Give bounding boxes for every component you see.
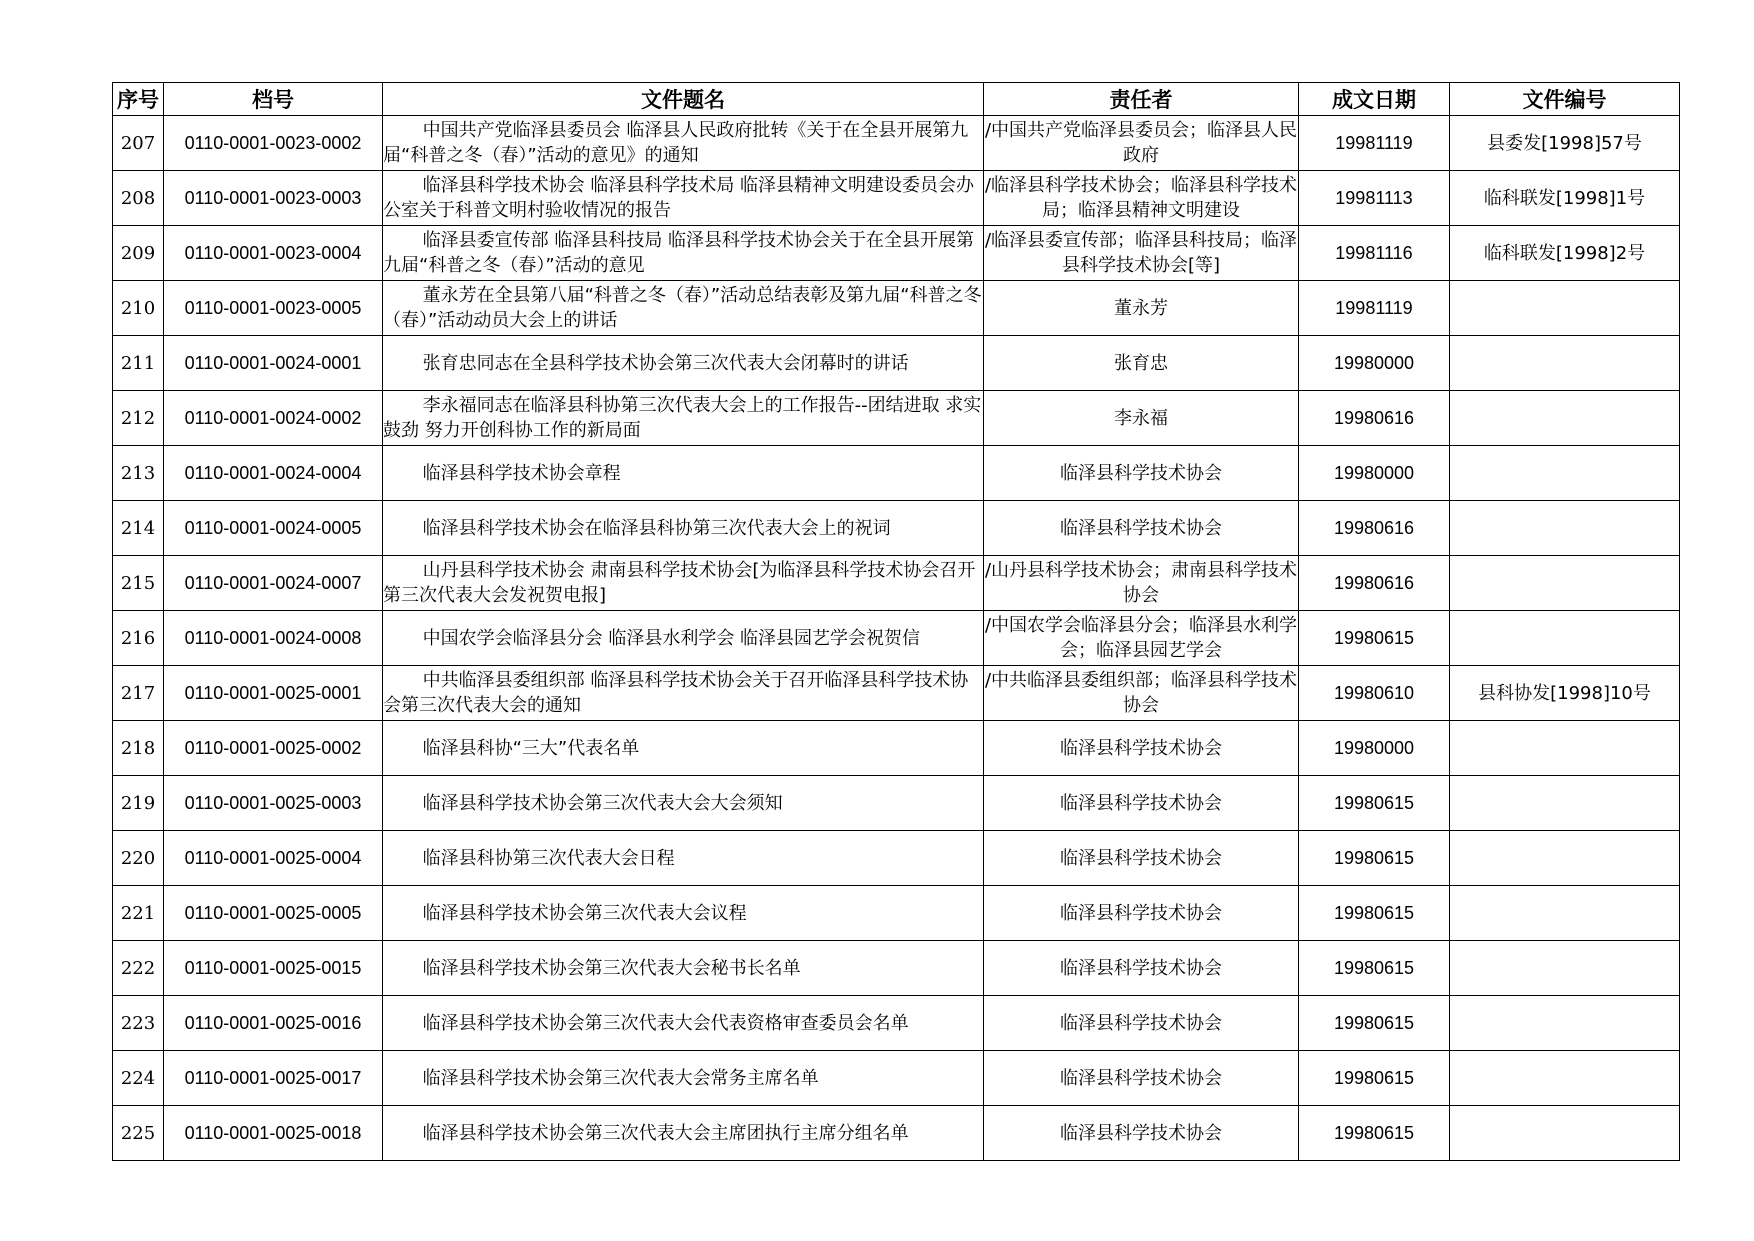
cell-responsible: /中国共产党临泽县委员会；临泽县人民政府 bbox=[984, 120, 1298, 166]
cell-responsible: /临泽县委宣传部；临泽县科技局；临泽县科学技术协会[等] bbox=[984, 230, 1298, 276]
cell-doc-no bbox=[1450, 941, 1680, 996]
cell-responsible: 临泽县科学技术协会 bbox=[1060, 847, 1222, 869]
cell-date: 19981119 bbox=[1299, 116, 1450, 171]
cell-date: 19980000 bbox=[1299, 721, 1450, 776]
cell-archive-no: 0110-0001-0023-0003 bbox=[164, 171, 383, 226]
cell-responsible: 临泽县科学技术协会 bbox=[1060, 1012, 1222, 1034]
cell-date: 19980615 bbox=[1299, 831, 1450, 886]
cell-responsible: 临泽县科学技术协会 bbox=[1060, 1067, 1222, 1089]
cell-date: 19980615 bbox=[1299, 611, 1450, 666]
cell-responsible: 张育忠 bbox=[1114, 352, 1168, 374]
cell-doc-no bbox=[1450, 721, 1680, 776]
header-row bbox=[113, 83, 1680, 116]
cell-responsible: /中国农学会临泽县分会；临泽县水利学会；临泽县园艺学会 bbox=[984, 615, 1298, 661]
cell-title: 临泽县科协“三大”代表名单 bbox=[422, 737, 640, 759]
cell-doc-no: 临科联发[1998]2号 bbox=[1450, 226, 1680, 281]
cell-seq: 211 bbox=[113, 336, 164, 391]
cell-date: 19980000 bbox=[1299, 446, 1450, 501]
cell-seq: 212 bbox=[113, 391, 164, 446]
table-row bbox=[113, 776, 1680, 831]
cell-responsible: 董永芳 bbox=[1114, 297, 1168, 319]
cell-title: 临泽县科学技术协会第三次代表大会大会须知 bbox=[422, 792, 783, 814]
table-row bbox=[113, 1051, 1680, 1106]
table-row bbox=[113, 721, 1680, 776]
cell-doc-no: 临科联发[1998]1号 bbox=[1450, 171, 1680, 226]
cell-archive-no: 0110-0001-0024-0005 bbox=[164, 501, 383, 556]
cell-date: 19980610 bbox=[1299, 666, 1450, 721]
cell-seq: 222 bbox=[113, 941, 164, 996]
cell-title: 临泽县科协第三次代表大会日程 bbox=[422, 847, 675, 869]
table-row bbox=[113, 996, 1680, 1051]
table-row bbox=[113, 281, 1680, 336]
cell-title: 临泽县科学技术协会第三次代表大会秘书长名单 bbox=[422, 957, 801, 979]
table-row bbox=[113, 171, 1680, 226]
cell-title: 临泽县科学技术协会第三次代表大会常务主席名单 bbox=[422, 1067, 819, 1089]
cell-title: 董永芳在全县第八届“科普之冬（春）”活动总结表彰及第九届“科普之冬（春）”活动动员大会上的讲话 bbox=[383, 285, 982, 331]
cell-responsible: /临泽县科学技术协会；临泽县科学技术局；临泽县精神文明建设 bbox=[984, 175, 1298, 221]
cell-date: 19981116 bbox=[1299, 226, 1450, 281]
cell-archive-no: 0110-0001-0023-0004 bbox=[164, 226, 383, 281]
cell-title: 中国共产党临泽县委员会 临泽县人民政府批转《关于在全县开展第九届“科普之冬（春）”活动的意见》的通知 bbox=[383, 120, 969, 166]
cell-date: 19981119 bbox=[1299, 281, 1450, 336]
cell-archive-no: 0110-0001-0025-0004 bbox=[164, 831, 383, 886]
table-row bbox=[113, 556, 1680, 611]
cell-archive-no: 0110-0001-0025-0015 bbox=[164, 941, 383, 996]
table-row bbox=[113, 446, 1680, 501]
cell-title: 临泽县科学技术协会第三次代表大会议程 bbox=[422, 902, 747, 924]
cell-title: 张育忠同志在全县科学技术协会第三次代表大会闭幕时的讲话 bbox=[422, 352, 909, 374]
cell-title: 李永福同志在临泽县科协第三次代表大会上的工作报告--团结进取 求实鼓劲 努力开创科协工作的新局面 bbox=[383, 395, 982, 441]
col-header-responsible: 责任者 bbox=[984, 83, 1299, 116]
cell-date: 19980000 bbox=[1299, 336, 1450, 391]
cell-archive-no: 0110-0001-0023-0002 bbox=[164, 116, 383, 171]
cell-responsible: 李永福 bbox=[1114, 407, 1168, 429]
cell-seq: 209 bbox=[113, 226, 164, 281]
cell-seq: 221 bbox=[113, 886, 164, 941]
table-row bbox=[113, 666, 1680, 721]
cell-responsible: 临泽县科学技术协会 bbox=[1060, 792, 1222, 814]
cell-date: 19980615 bbox=[1299, 1051, 1450, 1106]
cell-archive-no: 0110-0001-0024-0002 bbox=[164, 391, 383, 446]
table-row bbox=[113, 336, 1680, 391]
cell-seq: 214 bbox=[113, 501, 164, 556]
table-row bbox=[113, 611, 1680, 666]
cell-archive-no: 0110-0001-0025-0018 bbox=[164, 1106, 383, 1161]
cell-archive-no: 0110-0001-0025-0001 bbox=[164, 666, 383, 721]
cell-seq: 215 bbox=[113, 556, 164, 611]
cell-archive-no: 0110-0001-0025-0017 bbox=[164, 1051, 383, 1106]
cell-doc-no: 县委发[1998]57号 bbox=[1450, 116, 1680, 171]
cell-doc-no bbox=[1450, 391, 1680, 446]
cell-seq: 207 bbox=[113, 116, 164, 171]
cell-title: 临泽县委宣传部 临泽县科技局 临泽县科学技术协会关于在全县开展第九届“科普之冬（春）”活动的意见 bbox=[383, 230, 975, 276]
cell-doc-no bbox=[1450, 1051, 1680, 1106]
cell-doc-no bbox=[1450, 776, 1680, 831]
cell-responsible: 临泽县科学技术协会 bbox=[1060, 957, 1222, 979]
cell-title: 临泽县科学技术协会第三次代表大会代表资格审查委员会名单 bbox=[422, 1012, 909, 1034]
cell-seq: 225 bbox=[113, 1106, 164, 1161]
cell-responsible: 临泽县科学技术协会 bbox=[1060, 902, 1222, 924]
table-row bbox=[113, 226, 1680, 281]
archive-catalog-table bbox=[112, 82, 1680, 1161]
table-row bbox=[113, 831, 1680, 886]
cell-responsible: 临泽县科学技术协会 bbox=[1060, 517, 1222, 539]
cell-responsible: 临泽县科学技术协会 bbox=[1060, 737, 1222, 759]
cell-doc-no bbox=[1450, 446, 1680, 501]
cell-doc-no bbox=[1450, 886, 1680, 941]
cell-date: 19981113 bbox=[1299, 171, 1450, 226]
cell-title: 临泽县科学技术协会 临泽县科学技术局 临泽县精神文明建设委员会办公室关于科普文明村验收情况的报告 bbox=[383, 175, 975, 221]
cell-date: 19980615 bbox=[1299, 776, 1450, 831]
cell-title: 临泽县科学技术协会在临泽县科协第三次代表大会上的祝词 bbox=[422, 517, 891, 539]
table-row bbox=[113, 501, 1680, 556]
cell-responsible: 临泽县科学技术协会 bbox=[1060, 462, 1222, 484]
cell-responsible: /山丹县科学技术协会；肃南县科学技术协会 bbox=[984, 560, 1298, 606]
cell-archive-no: 0110-0001-0025-0016 bbox=[164, 996, 383, 1051]
col-header-archive-no: 档号 bbox=[164, 83, 383, 116]
cell-doc-no bbox=[1450, 556, 1680, 611]
cell-archive-no: 0110-0001-0025-0002 bbox=[164, 721, 383, 776]
table-row bbox=[113, 941, 1680, 996]
cell-archive-no: 0110-0001-0023-0005 bbox=[164, 281, 383, 336]
cell-date: 19980615 bbox=[1299, 1106, 1450, 1161]
table-row bbox=[113, 116, 1680, 171]
cell-archive-no: 0110-0001-0024-0004 bbox=[164, 446, 383, 501]
table-row bbox=[113, 886, 1680, 941]
table-row bbox=[113, 391, 1680, 446]
cell-doc-no bbox=[1450, 281, 1680, 336]
cell-seq: 218 bbox=[113, 721, 164, 776]
cell-seq: 208 bbox=[113, 171, 164, 226]
col-header-seq: 序号 bbox=[113, 83, 164, 116]
cell-doc-no bbox=[1450, 996, 1680, 1051]
cell-responsible: /中共临泽县委组织部；临泽县科学技术协会 bbox=[984, 670, 1298, 716]
col-header-title: 文件题名 bbox=[383, 83, 984, 116]
cell-date: 19980616 bbox=[1299, 501, 1450, 556]
col-header-doc-no: 文件编号 bbox=[1450, 83, 1680, 116]
cell-doc-no: 县科协发[1998]10号 bbox=[1450, 666, 1680, 721]
cell-doc-no bbox=[1450, 336, 1680, 391]
cell-seq: 216 bbox=[113, 611, 164, 666]
cell-seq: 223 bbox=[113, 996, 164, 1051]
cell-archive-no: 0110-0001-0024-0007 bbox=[164, 556, 383, 611]
cell-date: 19980615 bbox=[1299, 941, 1450, 996]
cell-date: 19980615 bbox=[1299, 886, 1450, 941]
cell-seq: 217 bbox=[113, 666, 164, 721]
cell-title: 中共临泽县委组织部 临泽县科学技术协会关于召开临泽县科学技术协会第三次代表大会的通知 bbox=[383, 670, 969, 716]
cell-doc-no bbox=[1450, 1106, 1680, 1161]
cell-doc-no bbox=[1450, 611, 1680, 666]
col-header-date: 成文日期 bbox=[1299, 83, 1450, 116]
cell-seq: 219 bbox=[113, 776, 164, 831]
cell-seq: 213 bbox=[113, 446, 164, 501]
cell-archive-no: 0110-0001-0025-0003 bbox=[164, 776, 383, 831]
cell-archive-no: 0110-0001-0024-0001 bbox=[164, 336, 383, 391]
cell-date: 19980616 bbox=[1299, 556, 1450, 611]
cell-date: 19980616 bbox=[1299, 391, 1450, 446]
cell-title: 中国农学会临泽县分会 临泽县水利学会 临泽县园艺学会祝贺信 bbox=[422, 627, 921, 649]
cell-archive-no: 0110-0001-0024-0008 bbox=[164, 611, 383, 666]
cell-seq: 220 bbox=[113, 831, 164, 886]
table-row bbox=[113, 1106, 1680, 1161]
cell-title: 山丹县科学技术协会 肃南县科学技术协会[为临泽县科学技术协会召开第三次代表大会发祝贺电报] bbox=[383, 560, 976, 606]
cell-date: 19980615 bbox=[1299, 996, 1450, 1051]
cell-title: 临泽县科学技术协会章程 bbox=[422, 462, 621, 484]
cell-archive-no: 0110-0001-0025-0005 bbox=[164, 886, 383, 941]
cell-responsible: 临泽县科学技术协会 bbox=[1060, 1122, 1222, 1144]
cell-seq: 224 bbox=[113, 1051, 164, 1106]
cell-seq: 210 bbox=[113, 281, 164, 336]
cell-title: 临泽县科学技术协会第三次代表大会主席团执行主席分组名单 bbox=[422, 1122, 909, 1144]
cell-doc-no bbox=[1450, 501, 1680, 556]
cell-doc-no bbox=[1450, 831, 1680, 886]
